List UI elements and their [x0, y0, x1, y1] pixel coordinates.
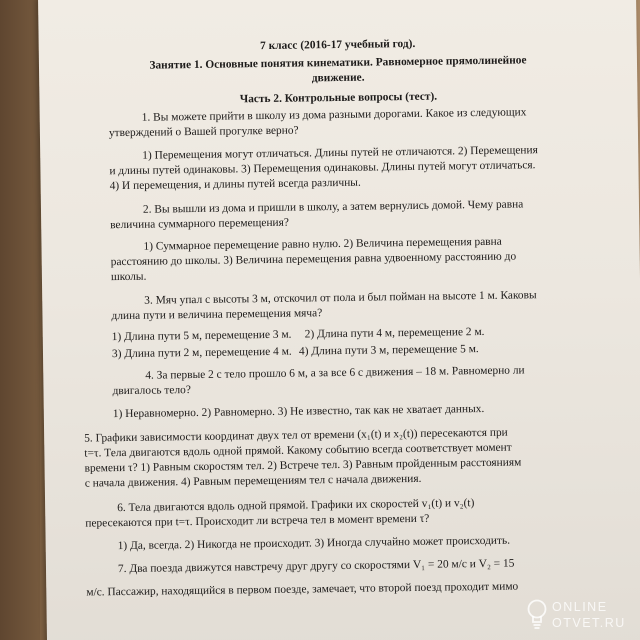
q2-options-line3: школы.: [110, 270, 147, 284]
q7-text-line1: 7. Два поезда движутся навстречу друг другу со скоростями V₁ = 20 м/с и V₂ = 15: [117, 557, 515, 576]
q3-option-3: 3) Длина пути 2 м, перемещение 4 м.: [111, 345, 292, 361]
worksheet-page: [38, 0, 640, 640]
q3-text-line1: 3. Мяч упал с высоты 3 м, отскочил от пола и был пойман на высоте 1 м. Каковы: [144, 289, 537, 307]
q3-text-line2: длина пути и величина перемещения мяча?: [111, 307, 323, 323]
q2-options-line1: 1) Суммарное перемещение равно нулю. 2) Величина перемещения равна: [143, 235, 502, 253]
q5-text-line1: 5. Графики зависимости координат двух тел от времени (x₁(t) и x₂(t)) пересекаются при: [84, 426, 508, 445]
q4-text-line1: 4. За первые 2 с тело прошло 6 м, а за все 6 с движения – 18 м. Равномерно ли: [145, 364, 525, 382]
q1-options-line3: 4) И перемещения, и длины путей всегда различны.: [109, 176, 361, 193]
lesson-title-line2: движение.: [311, 71, 365, 85]
q6-text-line1: 6. Тела двигаются вдоль одной прямой. Графики их скоростей v₁(t) и v₂(t): [117, 497, 475, 515]
wood-floor-left: [0, 0, 40, 640]
q3-option-1: 1) Длина пути 5 м, перемещение 3 м.: [111, 328, 292, 344]
grade-heading: 7 класс (2016-17 учебный год).: [260, 37, 416, 53]
q1-text-line2: утверждений о Вашей прогулке верно?: [108, 124, 299, 140]
q3-option-4: 4) Длина пути 3 м, перемещение 5 м.: [298, 343, 479, 358]
q1-text-line1: 1. Вы можете прийти в школу из дома разными дорогами. Какое из следующих: [141, 106, 527, 124]
q1-options-line1: 1) Перемещения могут отличаться. Длины путей не отличаются. 2) Перемещения: [142, 144, 538, 162]
watermark-line2: OTVET.RU: [552, 616, 626, 630]
q2-text-line2: величина суммарного перемещения?: [110, 216, 289, 232]
q1-options-line2: и длины путей одинаковы. 3) Перемещения одинаковы. Длины путей могут отличаться.: [109, 159, 536, 178]
q5-text-line4: с начала движения. 4) Равным перемещениям тел с начала движения.: [84, 472, 422, 490]
q2-text-line1: 2. Вы вышли из дома и пришли в школу, а затем вернулись домой. Чему равна: [142, 198, 524, 216]
part-heading: Часть 2. Контрольные вопросы (тест).: [239, 90, 438, 106]
q5-text-line3: времени τ? 1) Равным скоростям тел. 2) Встрече тел. 3) Равным пройденным расстояниям: [84, 456, 522, 475]
watermark-line1: ONLINE: [552, 600, 608, 614]
q5-text-line2: t=τ. Тела двигаются вдоль одной прямой. Какому событию всегда соответствует момент: [84, 441, 512, 460]
lesson-title-line1: Занятие 1. Основные понятия кинематики. Равномерное прямолинейное: [149, 54, 527, 72]
q4-text-line2: двигалось тело?: [112, 384, 191, 398]
q4-options: 1) Неравномерно. 2) Равномерно. 3) Не известно, так как не хватает данных.: [112, 402, 485, 421]
q6-options: 1) Да, всегда. 2) Никогда не происходит. 3) Иногда случайно может происходить.: [117, 534, 511, 553]
q7-text-line2: м/с. Пассажир, находящийся в первом поезде, замечает, что второй поезд проходит мимо: [86, 580, 519, 599]
q6-text-line2: пересекаются при t=τ. Происходит ли встреча тел в момент времени τ?: [85, 512, 430, 530]
lightbulb-icon: [526, 598, 548, 632]
q3-option-2: 2) Длина пути 4 м, перемещение 2 м.: [304, 325, 485, 341]
watermark: [526, 598, 630, 632]
q2-options-line2: расстоянию до школы. 3) Величина перемещения равна удвоенному расстоянию до: [110, 250, 517, 269]
